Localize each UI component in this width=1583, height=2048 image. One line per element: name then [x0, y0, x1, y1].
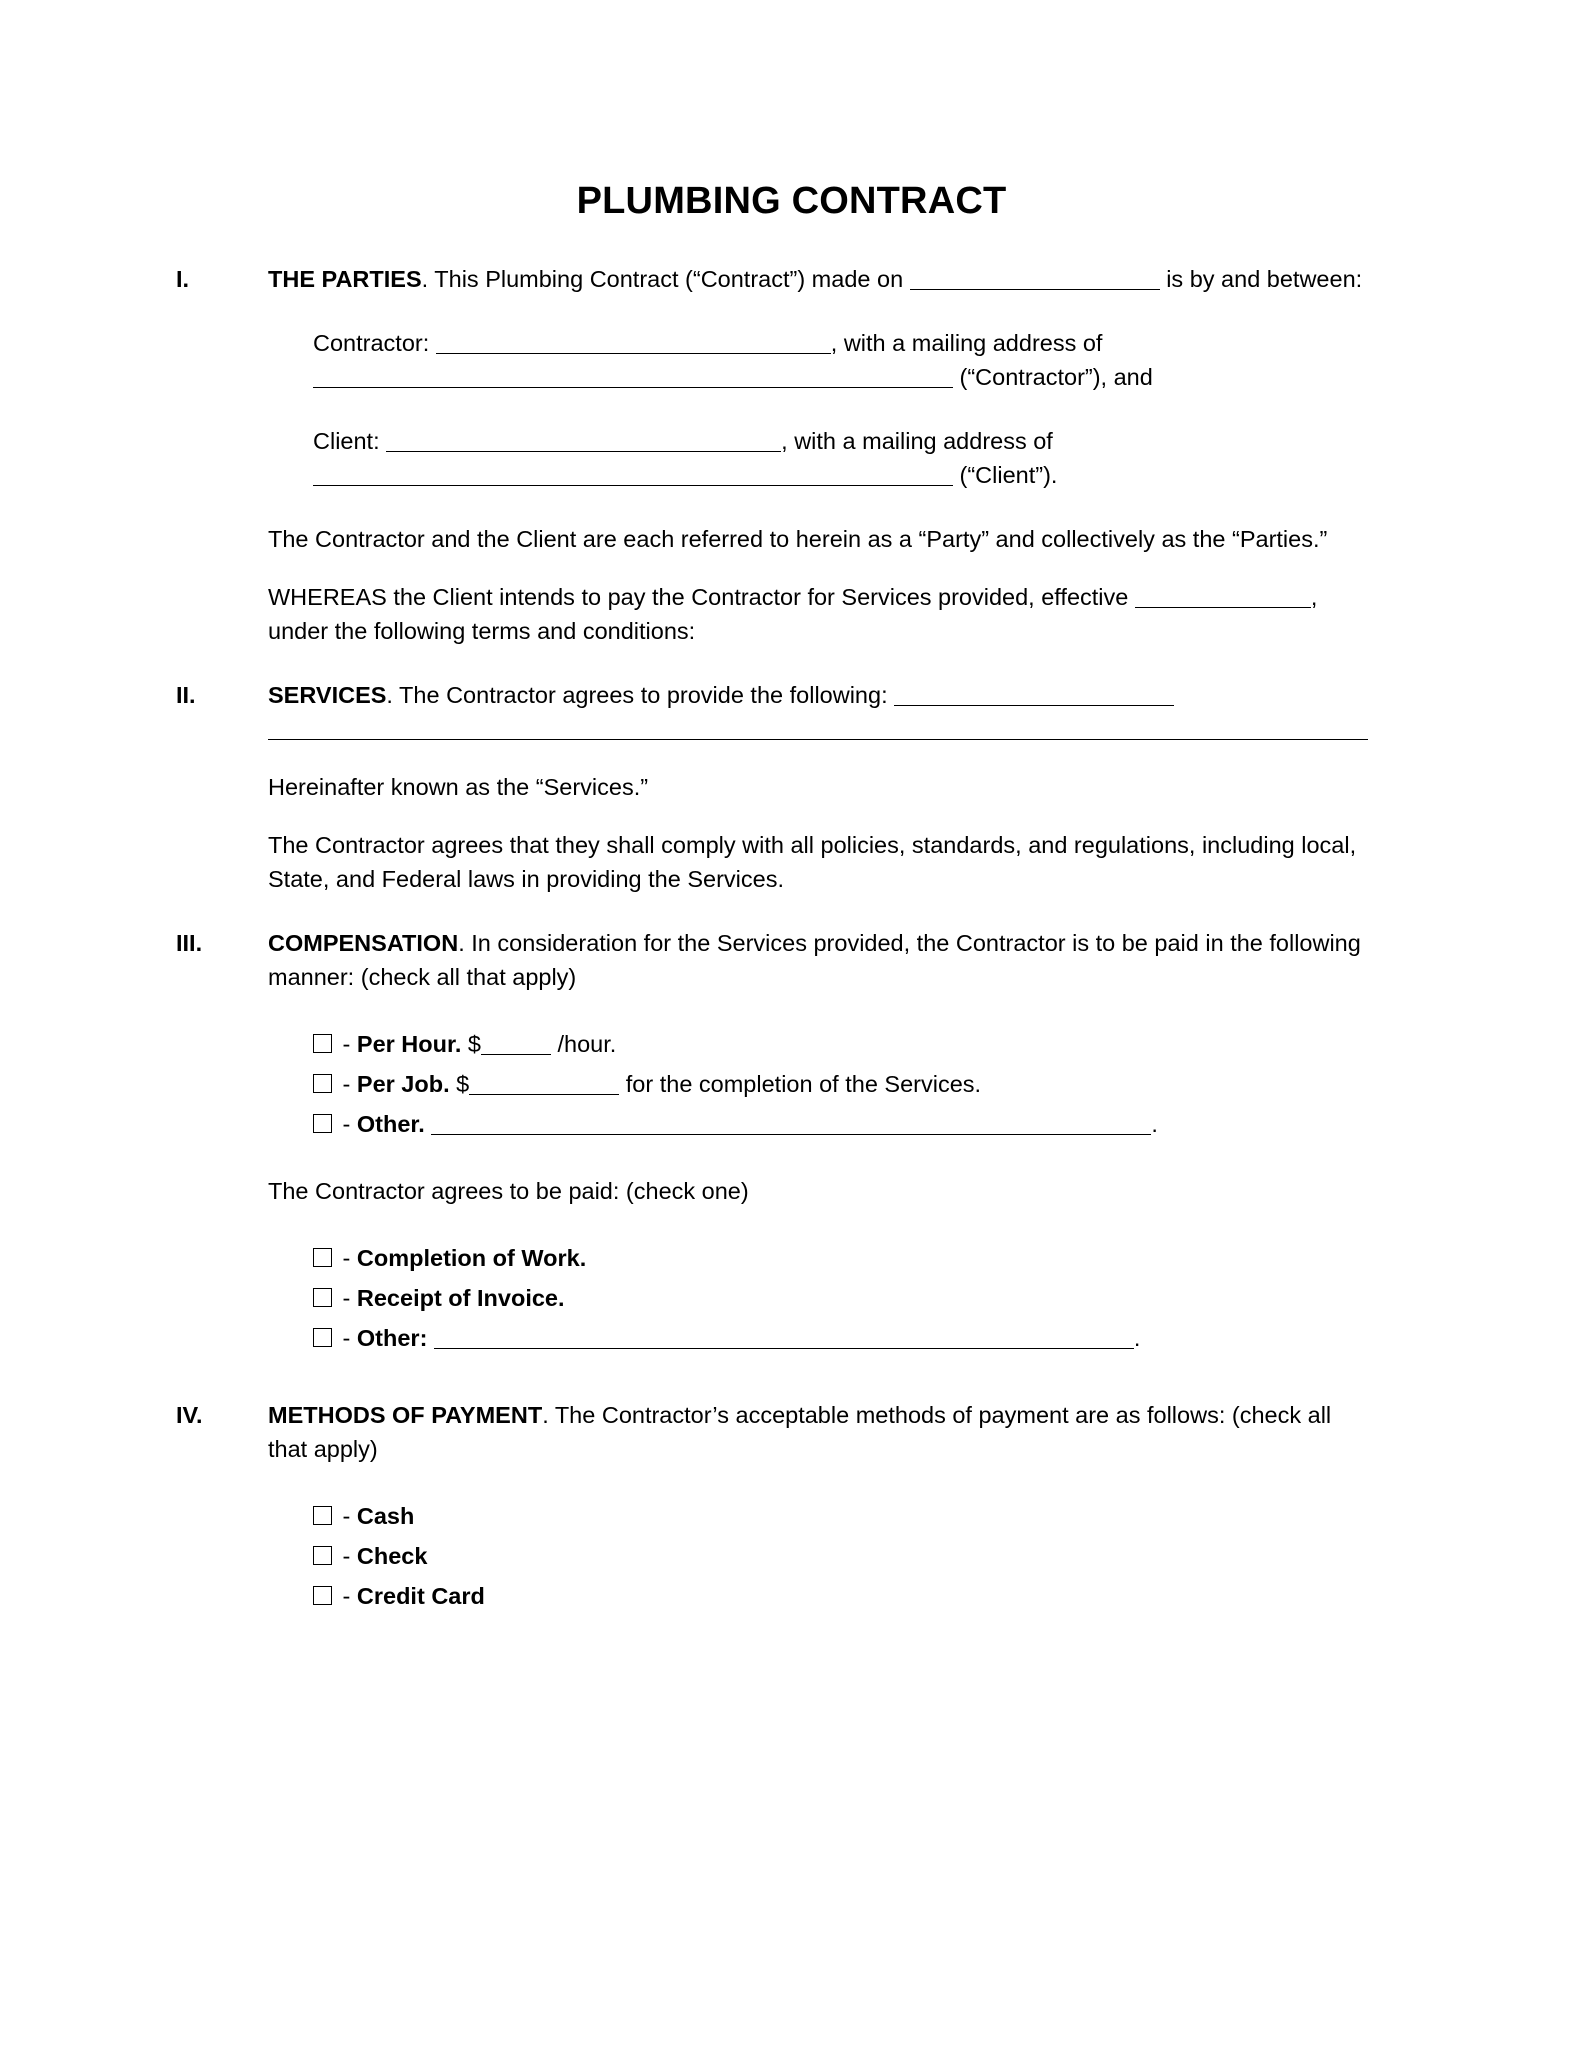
clause-numeral-1: I. [176, 266, 190, 292]
clause-numeral-3: III. [176, 930, 203, 956]
clause-numeral-2: II. [176, 682, 196, 708]
spacer [176, 1208, 1376, 1238]
client-after-name: , with a mailing address of [781, 428, 1053, 454]
bullet-dash: - [336, 1583, 357, 1609]
clause-compensation [176, 926, 1376, 994]
checkbox-icon[interactable] [313, 1288, 332, 1307]
paid-when-other-suffix: . [1133, 1325, 1141, 1351]
client-name-blank[interactable] [386, 430, 781, 452]
clause-the-parties [176, 262, 1376, 296]
per-hour-rate-blank[interactable] [481, 1033, 551, 1055]
clause-heading-the-parties: THE PARTIES [268, 266, 422, 292]
spacer [176, 1358, 1376, 1398]
clause-heading-compensation: COMPENSATION [268, 930, 459, 956]
clause-body-4 [268, 1398, 1376, 1466]
bullet-dash: - [336, 1031, 357, 1057]
contractor-name-blank[interactable] [436, 332, 831, 354]
spacer [176, 1466, 1376, 1496]
option-label-receipt-of-invoice: Receipt of Invoice. [356, 1285, 565, 1311]
option-label-per-job: Per Job. [356, 1071, 450, 1097]
spacer [176, 394, 1376, 424]
checkbox-icon[interactable] [313, 1074, 332, 1093]
parties-intro-after: is by and between: [1159, 266, 1363, 292]
paid-when-other-blank[interactable] [434, 1327, 1134, 1349]
option-label-cash: Cash [356, 1503, 415, 1529]
per-job-suffix: for the completion of the Services. [619, 1071, 982, 1097]
document-body [176, 262, 1376, 1616]
clause-methods-of-payment [176, 1398, 1376, 1466]
per-job-amount-blank[interactable] [469, 1073, 619, 1095]
option-label-check: Check [356, 1543, 428, 1569]
bullet-dash: - [336, 1503, 357, 1529]
checkbox-icon[interactable] [313, 1114, 332, 1133]
paid-when-intro-paragraph: The Contractor agrees to be paid: (check one) [268, 1178, 749, 1204]
checkbox-row-per-hour[interactable] [313, 1024, 1376, 1064]
bullet-dash: - [336, 1111, 357, 1137]
checkbox-icon[interactable] [313, 1328, 332, 1347]
option-label-credit-card: Credit Card [356, 1583, 485, 1609]
effective-date-blank[interactable] [1135, 586, 1311, 608]
per-job-currency-prefix: $ [456, 1071, 470, 1097]
clause-heading-services: SERVICES [268, 682, 387, 708]
spacer [176, 994, 1376, 1024]
contractor-after-name: , with a mailing address of [830, 330, 1103, 356]
clause-body-1 [268, 262, 1376, 296]
compensation-options-group [268, 1024, 1376, 1144]
client-paren-label: (“Client”). [959, 462, 1058, 488]
spacer [176, 492, 1376, 522]
hereinafter-services-paragraph: Hereinafter known as the “Services.” [268, 774, 649, 800]
spacer [176, 804, 1376, 828]
paid-when-options-group [268, 1238, 1376, 1358]
methods-of-payment-text: . The Contractor’s acceptable methods of payment are as follows: (check all that apply) [268, 1402, 1332, 1462]
checkbox-icon[interactable] [313, 1546, 332, 1565]
whereas-after-blank: , under the following terms and conditions: [268, 584, 1318, 644]
payment-methods-group [268, 1496, 1376, 1616]
bullet-dash: - [336, 1285, 357, 1311]
party-definition-paragraph: The Contractor and the Client are each referred to herein as a “Party” and collectively as the “Parties.” [268, 526, 1328, 552]
bullet-dash: - [336, 1543, 357, 1569]
clause-services [176, 678, 1376, 746]
contractor-address-line [313, 360, 1376, 394]
contractor-label: Contractor: [313, 330, 430, 356]
client-address-line [313, 458, 1376, 492]
per-hour-suffix: /hour. [550, 1031, 617, 1057]
contractor-address-blank[interactable] [313, 366, 953, 388]
clause-body-2 [268, 678, 1376, 746]
spacer [176, 556, 1376, 580]
parties-intro-before: . This Plumbing Contract (“Contract”) made on [421, 266, 910, 292]
option-label-per-hour: Per Hour. [356, 1031, 462, 1057]
spacer [176, 1144, 1376, 1174]
checkbox-row-cash[interactable] [313, 1496, 1376, 1536]
spacer [176, 746, 1376, 770]
spacer [176, 896, 1376, 926]
contract-date-blank[interactable] [910, 268, 1160, 290]
checkbox-row-check[interactable] [313, 1536, 1376, 1576]
checkbox-icon[interactable] [313, 1586, 332, 1605]
bullet-dash: - [336, 1071, 357, 1097]
spacer [176, 296, 1376, 326]
bullet-dash: - [336, 1245, 357, 1271]
whereas-paragraph [268, 580, 1376, 648]
clause-numeral-4: IV. [176, 1402, 203, 1428]
whereas-before-blank: WHEREAS the Client intends to pay the Contractor for Services provided, effective [268, 584, 1135, 610]
checkbox-row-paid-when-other[interactable] [313, 1318, 1376, 1358]
checkbox-row-receipt-of-invoice[interactable] [313, 1278, 1376, 1318]
checkbox-icon[interactable] [313, 1248, 332, 1267]
client-block [268, 424, 1376, 492]
option-label-compensation-other: Other. [356, 1111, 425, 1137]
option-label-completion-of-work: Completion of Work. [356, 1245, 587, 1271]
contractor-line [313, 326, 1376, 360]
compensation-other-suffix: . [1151, 1111, 1158, 1137]
checkbox-row-per-job[interactable] [313, 1064, 1376, 1104]
services-description-blank-line1[interactable] [894, 684, 1174, 706]
checkbox-icon[interactable] [313, 1506, 332, 1525]
checkbox-icon[interactable] [313, 1034, 332, 1053]
client-address-blank[interactable] [313, 464, 953, 486]
compensation-other-blank[interactable] [431, 1113, 1151, 1135]
client-label: Client: [313, 428, 380, 454]
checkbox-row-compensation-other[interactable] [313, 1104, 1376, 1144]
compliance-paragraph: The Contractor agrees that they shall comply with all policies, standards, and regulations, including local, State, and Federal laws in providing the Services. [268, 832, 1357, 892]
services-text-before-blank: . The Contractor agrees to provide the following: [386, 682, 895, 708]
checkbox-row-completion-of-work[interactable] [313, 1238, 1376, 1278]
bullet-dash: - [336, 1325, 357, 1351]
per-hour-currency-prefix: $ [467, 1031, 481, 1057]
contractor-paren-label: (“Contractor”), and [959, 364, 1153, 390]
contractor-block [268, 326, 1376, 394]
client-line [313, 424, 1376, 458]
spacer [176, 648, 1376, 678]
page-title: PLUMBING CONTRACT [576, 180, 1007, 222]
clause-heading-methods-of-payment: METHODS OF PAYMENT [268, 1402, 543, 1428]
compensation-text: . In consideration for the Services provided, the Contractor is to be paid in the following manner: (check all that apply) [268, 930, 1361, 990]
clause-body-3 [268, 926, 1376, 994]
services-description-blank-line2[interactable] [268, 718, 1368, 740]
option-label-paid-when-other: Other: [356, 1325, 428, 1351]
checkbox-row-credit-card[interactable] [313, 1576, 1376, 1616]
